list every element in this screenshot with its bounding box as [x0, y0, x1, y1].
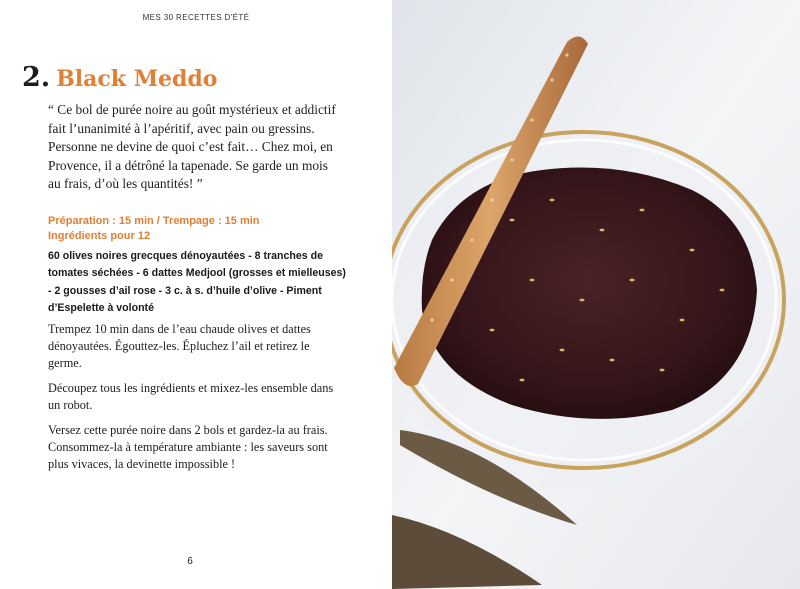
- step-paragraph: Versez cette purée noire dans 2 bols et gardez-la au frais. Consommez-la à température ambiante : les saveurs sont plus vivaces, la devinette impossible !: [48, 423, 328, 471]
- ingredients-list: 60 olives noires grecques dénoyautées - 8 tranches de tomates séchées - 6 dattes Medjool (grosses et mielleuses) - 2 gousses d’ail rose - 3 c. à s. d’huile d’olive - Piment d’Espelette à volonté: [48, 250, 346, 315]
- photo-illustration: [392, 0, 800, 589]
- timing-line: Préparation : 15 min / Trempage : 15 min: [48, 215, 260, 227]
- step-paragraph: Découpez tous les ingrédients et mixez-les ensemble dans un robot.: [48, 381, 334, 412]
- servings-line: Ingrédients pour 12: [48, 230, 151, 242]
- method-steps: [48, 321, 346, 481]
- intro-quote: “ Ce bol de purée noire au goût mystérieux et addictif fait l’unanimité à l’apéritif, avec pain ou gressins. Personne ne devine de quoi c’est fait… Chez moi, en Provence, il a détrôné la tapenade. Se garde un mois au frais, d’où les quantités! ”: [48, 102, 336, 192]
- left-page: [0, 0, 392, 589]
- page-number: 6: [187, 556, 193, 567]
- black-puree: [422, 168, 757, 419]
- recipe-number: 2.: [22, 62, 51, 93]
- recipe-heading: [22, 62, 217, 93]
- recipe-photo: [392, 0, 800, 589]
- recipe-title: Black Meddo: [56, 66, 218, 92]
- recipe-meta: [48, 214, 348, 244]
- running-head: MES 30 RECETTES D'ÉTÉ: [142, 13, 250, 22]
- step-paragraph: Trempez 10 min dans de l’eau chaude olives et dattes dénoyautées. Égouttez-les. Épluchez l’ail et retirez le germe.: [48, 322, 311, 370]
